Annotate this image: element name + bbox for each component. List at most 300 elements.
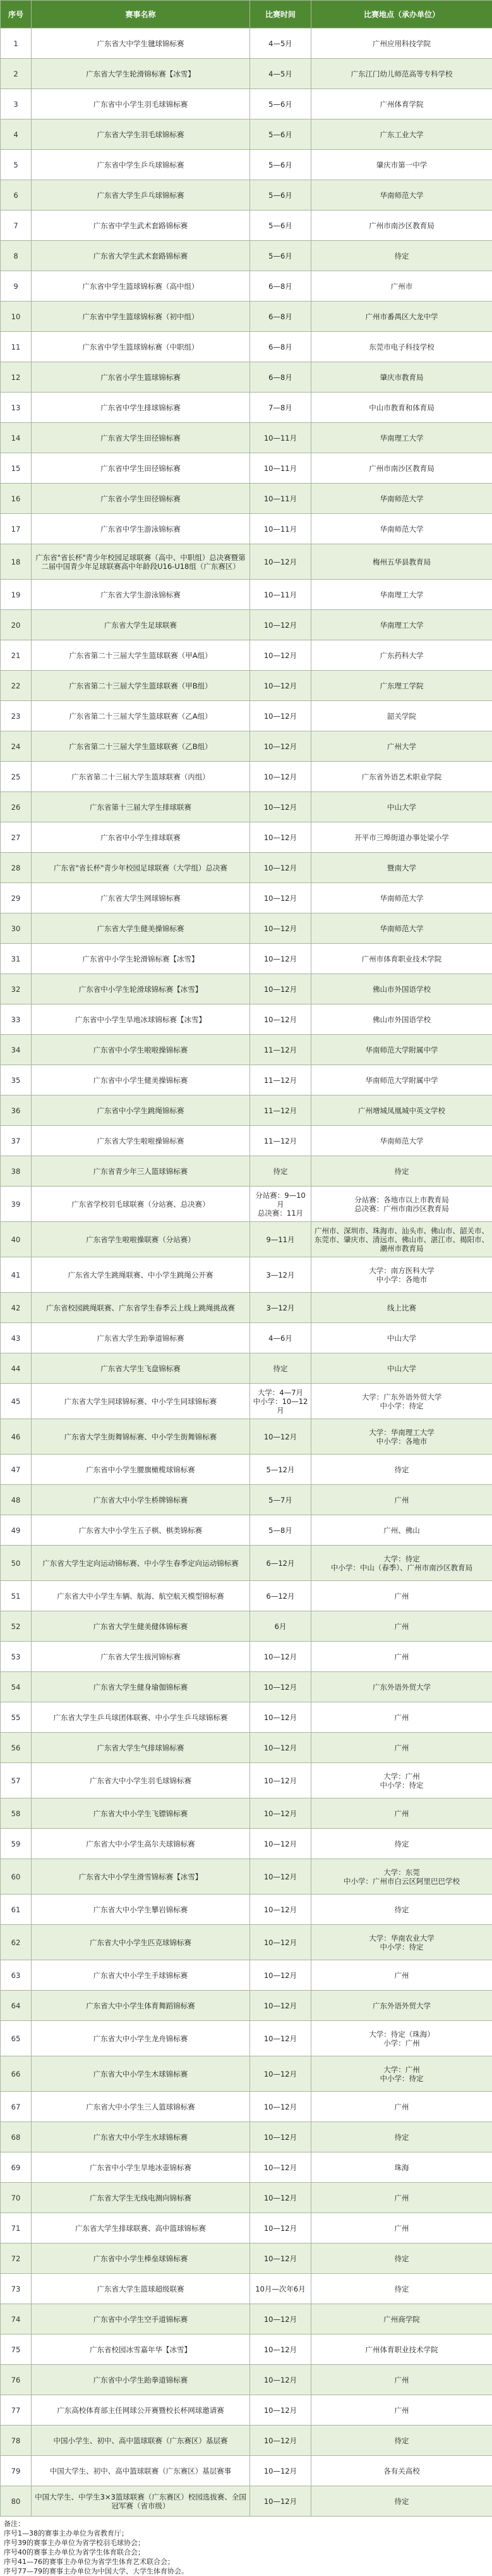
cell-time: 5—6月	[250, 180, 311, 211]
cell-name: 广东省大学生气排球锦标赛	[32, 1733, 250, 1763]
cell-place: 广东省外语艺术职业学院	[311, 762, 492, 792]
cell-time: 大学：4—7月 中小学：10—12月	[250, 1384, 311, 1419]
cell-no: 1	[1, 28, 32, 59]
cell-place: 广州市南沙区教育局	[311, 453, 492, 484]
cell-time: 5—6月	[250, 89, 311, 119]
cell-time: 10—12月	[250, 1702, 311, 1733]
cell-time: 11—12月	[250, 1035, 311, 1065]
cell-name: 广东省小学生篮球锦标赛	[32, 362, 250, 393]
cell-name: 广东省第二十三届大学生篮球联赛（甲B组）	[32, 671, 250, 701]
cell-no: 45	[1, 1384, 32, 1419]
table-row	[1, 2426, 492, 2456]
table-row	[1, 1733, 492, 1763]
cell-no: 76	[1, 2365, 32, 2395]
cell-place: 中山大学	[311, 792, 492, 822]
cell-no: 79	[1, 2456, 32, 2486]
cell-time: 10—12月	[250, 640, 311, 671]
cell-no: 18	[1, 544, 32, 580]
cell-place: 大学：广东外语外贸大学 中小学：待定	[311, 1384, 492, 1419]
cell-no: 48	[1, 1485, 32, 1515]
cell-name: 广东省中小学生啦啦操锦标赛	[32, 1035, 250, 1065]
cell-no: 56	[1, 1733, 32, 1763]
cell-name: 广东省青少年三人篮球锦标赛	[32, 1156, 250, 1187]
footnote-line: 序号40的赛事主办单位为省学生体育联合会；	[4, 2548, 488, 2557]
cell-name: 广东省大中小学生水球锦标赛	[32, 2122, 250, 2152]
table-row	[1, 1156, 492, 1187]
footnote-line: 序号1—38的赛事主办单位为省教育厅；	[4, 2529, 488, 2538]
table-row	[1, 1126, 492, 1156]
cell-no: 40	[1, 1222, 32, 1257]
cell-name: 广东省大中小学生车辆、航海、航空航天模型锦标赛	[32, 1581, 250, 1611]
table-row	[1, 2335, 492, 2365]
cell-name: 广东省大中学生毽球锦标赛	[32, 28, 250, 59]
table-row	[1, 2056, 492, 2092]
table-row	[1, 119, 492, 150]
cell-no: 13	[1, 393, 32, 423]
cell-name: 广东省第二十三届大学生篮球联赛（甲A组）	[32, 640, 250, 671]
cell-no: 30	[1, 913, 32, 944]
cell-name: 广东省中学生篮球锦标赛（高中组）	[32, 271, 250, 302]
cell-no: 25	[1, 762, 32, 792]
table-row	[1, 1829, 492, 1859]
cell-name: 广东省大中小学生飞镖锦标赛	[32, 1798, 250, 1829]
cell-place: 待定	[311, 2274, 492, 2304]
table-row	[1, 1991, 492, 2021]
cell-no: 12	[1, 362, 32, 393]
cell-name: 广东省中小学生轮滑球锦标赛【冰雪】	[32, 974, 250, 1004]
cell-time: 10—12月	[250, 1960, 311, 1991]
cell-time: 6—8月	[250, 302, 311, 332]
table-row	[1, 1485, 492, 1515]
cell-time: 10—12月	[250, 2456, 311, 2486]
cell-place: 广州	[311, 1702, 492, 1733]
footnotes	[0, 2517, 492, 2576]
cell-place: 广州	[311, 1960, 492, 1991]
table-row	[1, 1515, 492, 1546]
cell-no: 39	[1, 1187, 32, 1222]
cell-time: 10—12月	[250, 974, 311, 1004]
cell-no: 6	[1, 180, 32, 211]
cell-place: 广东江门幼儿师范高等专科学校	[311, 59, 492, 89]
cell-no: 50	[1, 1546, 32, 1581]
table-row	[1, 1384, 492, 1419]
cell-name: 广东省大中小学生龙舟锦标赛	[32, 2021, 250, 2056]
cell-name: 广东省中小学生轮滑锦标赛【冰雪】	[32, 944, 250, 974]
cell-no: 28	[1, 853, 32, 883]
cell-place: 广州市体育职业技术学院	[311, 944, 492, 974]
table-row	[1, 822, 492, 853]
cell-name: 广东省校园跳绳联赛、广东省学生春季云上线上跳绳挑战赛	[32, 1293, 250, 1323]
cell-place: 梅州五华县教育局	[311, 544, 492, 580]
cell-time: 10—12月	[250, 2213, 311, 2243]
cell-time: 10—12月	[250, 701, 311, 731]
cell-name: 广东省大中小学生匹克球锦标赛	[32, 1925, 250, 1960]
cell-no: 33	[1, 1004, 32, 1035]
cell-place: 韶关学院	[311, 701, 492, 731]
cell-place: 华南师范大学	[311, 883, 492, 913]
cell-place: 待定	[311, 2486, 492, 2517]
cell-name: 广东省第二十三届大学生篮球联赛（乙A组）	[32, 701, 250, 731]
cell-no: 36	[1, 1096, 32, 1126]
cell-no: 75	[1, 2335, 32, 2365]
cell-name: 广东省大学生定向运动锦标赛、中小学生春季定向运动锦标赛	[32, 1546, 250, 1581]
table-row	[1, 302, 492, 332]
cell-no: 43	[1, 1323, 32, 1353]
cell-time: 10—12月	[250, 671, 311, 701]
cell-name: 广东省大学生羽毛球锦标赛	[32, 119, 250, 150]
cell-time: 10—12月	[250, 762, 311, 792]
cell-place: 广州应用科技学院	[311, 28, 492, 59]
cell-no: 68	[1, 2122, 32, 2152]
cell-no: 73	[1, 2274, 32, 2304]
cell-place: 中山大学	[311, 1353, 492, 1384]
table-row	[1, 1096, 492, 1126]
cell-place: 广州	[311, 1581, 492, 1611]
cell-no: 9	[1, 271, 32, 302]
table-row	[1, 1419, 492, 1455]
cell-time: 10—12月	[250, 1642, 311, 1672]
cell-name: 广东省学生啦啦操联赛（分站赛）	[32, 1222, 250, 1257]
cell-no: 52	[1, 1611, 32, 1642]
cell-time: 6—8月	[250, 362, 311, 393]
table-row	[1, 1257, 492, 1293]
cell-time: 6—8月	[250, 332, 311, 362]
cell-place: 肇庆市第一中学	[311, 150, 492, 180]
table-row	[1, 640, 492, 671]
cell-no: 72	[1, 2243, 32, 2274]
cell-no: 14	[1, 423, 32, 453]
cell-place: 华南师范大学	[311, 913, 492, 944]
cell-time: 4—5月	[250, 28, 311, 59]
cell-name: 中国大学生、初中、高中篮球联赛（广东赛区）基层赛事	[32, 2456, 250, 2486]
cell-name: 广东省大学生健美健体锦标赛	[32, 1611, 250, 1642]
cell-name: 广东省大学生乒乓球锦标赛	[32, 180, 250, 211]
header-place: 比赛地点（承办单位）	[311, 1, 492, 28]
cell-place: 中山大学	[311, 1323, 492, 1353]
cell-time: 5—6月	[250, 241, 311, 271]
cell-time: 6月	[250, 1611, 311, 1642]
table-row	[1, 1960, 492, 1991]
cell-no: 24	[1, 731, 32, 762]
cell-time: 10—12月	[250, 2092, 311, 2122]
cell-name: 广东省第二十三届大学生篮球联赛（丙组）	[32, 762, 250, 792]
cell-time: 10月—次年6月	[250, 2274, 311, 2304]
cell-time: 10—12月	[250, 610, 311, 640]
cell-no: 46	[1, 1419, 32, 1455]
cell-place: 各有关高校	[311, 2456, 492, 2486]
cell-no: 42	[1, 1293, 32, 1323]
cell-no: 74	[1, 2304, 32, 2335]
cell-place: 广州	[311, 2395, 492, 2426]
table-row	[1, 1895, 492, 1925]
table-row	[1, 2021, 492, 2056]
cell-place: 待定	[311, 1829, 492, 1859]
cell-no: 61	[1, 1895, 32, 1925]
cell-no: 71	[1, 2213, 32, 2243]
cell-no: 4	[1, 119, 32, 150]
cell-place: 珠海	[311, 2152, 492, 2183]
cell-no: 21	[1, 640, 32, 671]
table-row	[1, 1455, 492, 1485]
cell-time: 待定	[250, 1156, 311, 1187]
cell-name: 中国大学生、中学生3×3篮球联赛（广东赛区）校园选拔赛、全国冠军赛（省市级）	[32, 2486, 250, 2517]
cell-name: 广东省中学生篮球锦标赛（中职组）	[32, 332, 250, 362]
cell-no: 77	[1, 2395, 32, 2426]
cell-place: 广州	[311, 1798, 492, 1829]
cell-place: 开平市三埠街道办事处梁小学	[311, 822, 492, 853]
table-row	[1, 2486, 492, 2517]
cell-name: 广东省中小学生排球联赛	[32, 822, 250, 853]
cell-name: 广东省大学生健身瑜伽锦标赛	[32, 1672, 250, 1702]
cell-name: 广东省中小学生旱地冰壶锦标赛	[32, 2152, 250, 2183]
table-row	[1, 150, 492, 180]
cell-place: 广州	[311, 1733, 492, 1763]
cell-no: 23	[1, 701, 32, 731]
cell-time: 4—5月	[250, 59, 311, 89]
cell-name: 广东省大学生田径锦标赛	[32, 423, 250, 453]
cell-no: 63	[1, 1960, 32, 1991]
table-row	[1, 580, 492, 610]
table-row	[1, 2456, 492, 2486]
cell-name: 广东省大中小学生攀岩锦标赛	[32, 1895, 250, 1925]
table-row	[1, 453, 492, 484]
cell-time: 分站赛：9—10月 总决赛：11月	[250, 1187, 311, 1222]
cell-name: 广东省第十三届大学生排球联赛	[32, 792, 250, 822]
cell-no: 53	[1, 1642, 32, 1672]
cell-place: 华南理工大学	[311, 610, 492, 640]
cell-place: 线上比赛	[311, 1293, 492, 1323]
table-row	[1, 1323, 492, 1353]
table-row	[1, 762, 492, 792]
cell-name: 广东省中学生田径锦标赛	[32, 453, 250, 484]
table-row	[1, 544, 492, 580]
cell-time: 9—11月	[250, 1222, 311, 1257]
cell-time: 10—11月	[250, 484, 311, 514]
cell-time: 10—12月	[250, 544, 311, 580]
cell-time: 10—12月	[250, 2486, 311, 2517]
cell-time: 5—6月	[250, 150, 311, 180]
cell-name: 广东省大中小学生体育舞蹈锦标赛	[32, 1991, 250, 2021]
cell-place: 广州体育职业技术学院	[311, 2335, 492, 2365]
cell-time: 10—12月	[250, 1763, 311, 1798]
cell-time: 10—12月	[250, 2395, 311, 2426]
cell-place: 广州	[311, 2365, 492, 2395]
cell-place: 佛山市外国语学校	[311, 1004, 492, 1035]
cell-name: 广东省大学生拔河锦标赛	[32, 1642, 250, 1672]
cell-place: 广东工业大学	[311, 119, 492, 150]
cell-place: 广州	[311, 2213, 492, 2243]
table-row	[1, 1293, 492, 1323]
cell-no: 59	[1, 1829, 32, 1859]
cell-no: 60	[1, 1859, 32, 1895]
cell-no: 47	[1, 1455, 32, 1485]
cell-name: 广东省小学生田径锦标赛	[32, 484, 250, 514]
cell-name: 广东省中小学生旱地冰球锦标赛【冰雪】	[32, 1004, 250, 1035]
cell-no: 38	[1, 1156, 32, 1187]
cell-no: 37	[1, 1126, 32, 1156]
table-row	[1, 853, 492, 883]
cell-name: 广东省大学生排球联赛、高中篮球锦标赛	[32, 2213, 250, 2243]
cell-place: 广州	[311, 2092, 492, 2122]
cell-no: 70	[1, 2183, 32, 2213]
cell-name: 广东省中小学生腰旗橄榄球锦标赛	[32, 1455, 250, 1485]
cell-no: 69	[1, 2152, 32, 2183]
table-row	[1, 484, 492, 514]
footnote-line: 序号39的赛事主办单位为省学校羽毛球协会；	[4, 2538, 488, 2548]
cell-time: 10—11月	[250, 423, 311, 453]
table-row	[1, 1222, 492, 1257]
table-row	[1, 974, 492, 1004]
cell-name: 广东省中小学生跆拳道锦标赛	[32, 2365, 250, 2395]
cell-no: 55	[1, 1702, 32, 1733]
footnote-line: 序号77—79的赛事主办单位为中国大学、大学生体育协会。	[4, 2567, 488, 2576]
cell-time: 10—11月	[250, 580, 311, 610]
cell-place: 大学：华南理工大学 中小学：各地市	[311, 1419, 492, 1455]
cell-no: 51	[1, 1581, 32, 1611]
cell-time: 6—8月	[250, 271, 311, 302]
cell-place: 大学：广州 中小学：待定	[311, 2056, 492, 2092]
cell-name: 广东省"省长杯"青少年校园足球联赛（高中、中职组）总决赛暨第二届中国青少年足球联赛高中年龄段U16-U18组（广东赛区）	[32, 544, 250, 580]
table-row	[1, 731, 492, 762]
table-row	[1, 2243, 492, 2274]
table-row	[1, 180, 492, 211]
cell-time: 3—12月	[250, 1257, 311, 1293]
table-row	[1, 2122, 492, 2152]
cell-place: 待定	[311, 1156, 492, 1187]
table-row	[1, 1672, 492, 1702]
cell-time: 10—12月	[250, 1991, 311, 2021]
cell-name: 广东省中小学生跳绳锦标赛	[32, 1096, 250, 1126]
cell-time: 10—12月	[250, 1895, 311, 1925]
cell-name: 广东省第二十三届大学生篮球联赛（乙B组）	[32, 731, 250, 762]
cell-name: 广东省大中小学生三人篮球锦标赛	[32, 2092, 250, 2122]
table-row	[1, 332, 492, 362]
cell-name: 广东省中小学生空手道锦标赛	[32, 2304, 250, 2335]
cell-place: 广州商学院	[311, 2304, 492, 2335]
table-row	[1, 28, 492, 59]
cell-time: 10—12月	[250, 913, 311, 944]
cell-name: 广东省"省长杯"青少年校园足球联赛（大学组）总决赛	[32, 853, 250, 883]
cell-no: 17	[1, 514, 32, 544]
cell-no: 27	[1, 822, 32, 853]
table-row	[1, 1859, 492, 1895]
cell-time: 10—12月	[250, 2304, 311, 2335]
cell-name: 广东省大学生啦啦操锦标赛	[32, 1126, 250, 1156]
cell-no: 78	[1, 2426, 32, 2456]
table-row	[1, 1702, 492, 1733]
cell-time: 6—12月	[250, 1546, 311, 1581]
table-row	[1, 514, 492, 544]
cell-name: 广东省大学生网球锦标赛	[32, 883, 250, 913]
cell-time: 10—12月	[250, 883, 311, 913]
cell-place: 中山市教育和体育局	[311, 393, 492, 423]
table-row	[1, 1546, 492, 1581]
cell-time: 4—6月	[250, 1323, 311, 1353]
cell-place: 广州增城凤凰城中英文学校	[311, 1096, 492, 1126]
table-row	[1, 701, 492, 731]
cell-time: 11—12月	[250, 1096, 311, 1126]
table-row	[1, 1798, 492, 1829]
cell-no: 2	[1, 59, 32, 89]
cell-time: 10—12月	[250, 2056, 311, 2092]
cell-no: 34	[1, 1035, 32, 1065]
cell-place: 待定	[311, 2122, 492, 2152]
table-body	[1, 28, 492, 2517]
cell-place: 广东药科大学	[311, 640, 492, 671]
table-row	[1, 362, 492, 393]
cell-place: 广州市南沙区教育局	[311, 211, 492, 241]
cell-no: 22	[1, 671, 32, 701]
table-row	[1, 883, 492, 913]
table-row	[1, 1035, 492, 1065]
cell-place: 华南师范大学	[311, 514, 492, 544]
cell-time: 10—12月	[250, 1829, 311, 1859]
cell-name: 广东省大学生轮滑锦标赛【冰雪】	[32, 59, 250, 89]
cell-place: 广州	[311, 1642, 492, 1672]
cell-place: 华南师范大学	[311, 484, 492, 514]
cell-name: 广东省校园冰雪嘉年华【冰雪】	[32, 2335, 250, 2365]
cell-name: 广东省大学生无线电测向锦标赛	[32, 2183, 250, 2213]
cell-time: 10—12月	[250, 944, 311, 974]
table-row	[1, 1611, 492, 1642]
table-row	[1, 1004, 492, 1035]
cell-no: 5	[1, 150, 32, 180]
cell-place: 广东外语外贸大学	[311, 1991, 492, 2021]
cell-time: 5—12月	[250, 1455, 311, 1485]
cell-place: 大学：华南农业大学 中小学：待定	[311, 1925, 492, 1960]
cell-place: 广州市、深圳市、珠海市、汕头市、佛山市、韶关市、东莞市、肇庆市、清远市、佛山市、湛江市、揭阳市、潮州市教育局	[311, 1222, 492, 1257]
cell-time: 10—11月	[250, 453, 311, 484]
cell-place: 广州	[311, 1485, 492, 1515]
cell-no: 7	[1, 211, 32, 241]
cell-place: 暨南大学	[311, 853, 492, 883]
cell-time: 10—12月	[250, 731, 311, 762]
cell-time: 10—12月	[250, 792, 311, 822]
table-row	[1, 944, 492, 974]
header-time: 比赛时间	[250, 1, 311, 28]
table-row	[1, 1642, 492, 1672]
cell-time: 10—12月	[250, 1419, 311, 1455]
table-row	[1, 792, 492, 822]
cell-no: 3	[1, 89, 32, 119]
cell-time: 11—12月	[250, 1126, 311, 1156]
cell-place: 东莞市电子科技学校	[311, 332, 492, 362]
table-row	[1, 2152, 492, 2183]
cell-place: 大学：东莞 中小学：广州市白云区阿里巴巴学校	[311, 1859, 492, 1895]
table-row	[1, 2395, 492, 2426]
table-row	[1, 423, 492, 453]
cell-place: 广东外语外贸大学	[311, 1672, 492, 1702]
cell-no: 32	[1, 974, 32, 1004]
cell-name: 广东省中学生武术套路锦标赛	[32, 211, 250, 241]
cell-no: 54	[1, 1672, 32, 1702]
cell-place: 广州	[311, 2183, 492, 2213]
table-row	[1, 59, 492, 89]
cell-name: 广东省大学生篮球超级联赛	[32, 2274, 250, 2304]
cell-no: 11	[1, 332, 32, 362]
cell-place: 大学：南方医科大学 中小学：各地市	[311, 1257, 492, 1293]
cell-time: 10—12月	[250, 1672, 311, 1702]
table-row	[1, 1353, 492, 1384]
table-row	[1, 2304, 492, 2335]
cell-place: 广州大学	[311, 731, 492, 762]
cell-name: 广东省大学生武术套路锦标赛	[32, 241, 250, 271]
cell-time: 10—12月	[250, 2243, 311, 2274]
cell-place: 华南师范大学	[311, 1126, 492, 1156]
cell-name: 广东省中小学生健美操锦标赛	[32, 1065, 250, 1096]
table-row	[1, 671, 492, 701]
cell-place: 大学：待定（珠海） 小学：广州	[311, 2021, 492, 2056]
